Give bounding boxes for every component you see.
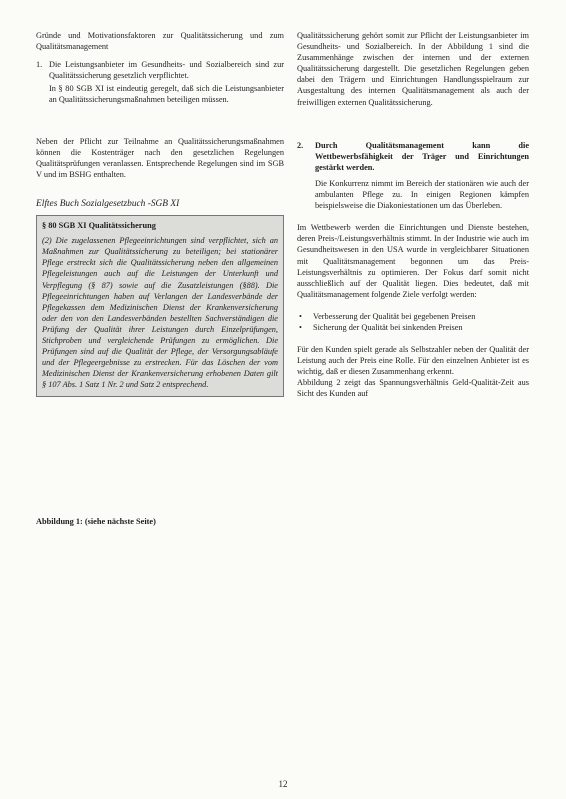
bullet-icon: • — [299, 322, 302, 332]
item-text: Durch Qualitätsmanagement kann die Wettbewerbsfähigkeit der Träger und Einrichtungen gestärkt werden. — [315, 140, 529, 172]
section-heading: Elftes Buch Sozialgesetzbuch -SGB XI — [36, 198, 180, 209]
item-note: Die Konkurrenz nimmt im Bereich der stationären wie auch der ambulanten Pflege zu. In einigen Regionen kämpfen beispielsweise die Diakoniestationen um das Überleben. — [315, 178, 529, 211]
paragraph: Im Wettbewerb werden die Einrichtungen und Dienste bestehen, deren Preis-/Leistungsverhältnis stimmt. In der Industrie wie auch im Gesundheitswesen in den USA wurde in vergleichbarer Situationen mit Qualitätsmanagement begonnen um das Preis-Leistungsverhältnis zu optimieren. Der Fokus darf somit nicht ausschließlich auf der Qualität liegen. Dies bedeutet, daß mit Qualitätsmanagement folgende Ziele verfolgt werden: — [297, 223, 529, 299]
right-column — [297, 30, 529, 400]
left-column — [36, 30, 284, 397]
list-item-text: Sicherung der Qualität bei sinkenden Preisen — [313, 322, 463, 332]
law-quote-box — [36, 215, 284, 397]
item-number: 1. — [36, 60, 43, 70]
numbered-item-1 — [36, 59, 284, 81]
paragraph: Neben der Pflicht zur Teilnahme an Qualitätssicherungsmaßnahmen können die Kostenträger nach den gesetzlichen Regelungen Qualitätsprüfungen veranlassen. Entsprechende Regelungen sind im SGB V und im BSHG enthalten. — [36, 136, 284, 179]
list-item — [297, 311, 529, 322]
law-box-title: § 80 SGB XI Qualitätssicherung — [42, 221, 156, 231]
intro-text: Qualitätssicherung gehört somit zur Pflicht der Leistungsanbieter im Gesundheits- und Sozialbereich. In der Abbildung 1 sind die Zusammenhänge zwischen der internen und der externen Qualitätssicherung dargestellt. Die gesetzlichen Regelungen geben dabei den Trägern und Einrichtungen Handlungsspielraum zur Ausgestaltung des internen Qualitätsmanagement als auch der freiwilligen externen Qualitätssicherung. — [297, 31, 529, 107]
list-item-text: Verbesserung der Qualität bei gegebenen Preisen — [313, 311, 476, 321]
item-text: Die Leistungsanbieter im Gesundheits- und Sozialbereich sind zur Qualitätssicherung gesetzlich verpflichtet. — [49, 60, 284, 81]
item-number: 2. — [297, 140, 304, 150]
page-number: 12 — [278, 779, 288, 789]
list-item — [297, 322, 529, 333]
figure-reference: Abbildung 1: (siehe nächste Seite) — [36, 517, 156, 526]
bullet-list — [297, 311, 529, 333]
law-box-body: (2) Die zugelassenen Pflegeeinrichtungen sind verpflichtet, sich an Maßnahmen zur Qualitätssicherung zu beteiligen; bei stationärer Pflege erstreckt sich die Qualitätssicherung neben den allgemeinen Pflegeleistungen auch auf die Leistungen der Unterkunft und Verpflegung (§ 87) sowie auf die Zusatzleistungen (§88). Die Pflegeeinrichtungen haben auf Verlangen der Landesverbände der Pflegekassen dem Medizinischen Dienst der Krankenversicherung oder den von den Landesverbänden bestellten Sachverständigen die Prüfung der Qualität ihrer Leistungen durch Einzelprüfungen, Stichproben und vergleichende Prüfungen zu ermöglichen. Die Prüfungen sind auf die Qualität der Pflege, der Versorgungsabläufe und der Pflegeergebnisse zu erstrecken. Für das Löschen der vom Medizinischen Dienst der Krankenversicherung erhobenen Daten gilt § 107 Abs. 1 Satz 1 Nr. 2 und Satz 2 entsprechend. — [42, 236, 278, 390]
numbered-item-2 — [297, 140, 529, 173]
paragraph: Abbildung 2 zeigt das Spannungsverhältnis Geld-Qualität-Zeit aus Sicht des Kunden auf — [297, 378, 529, 399]
item-note: In § 80 SGB XI ist eindeutig geregelt, daß sich die Leistungsanbieter an Qualitätssicherungsmaßnahmen beteiligen müssen. — [49, 84, 284, 105]
intro-text: Gründe und Motivationsfaktoren zur Qualitätssicherung und zum Qualitätsmanagement — [36, 31, 284, 52]
bullet-icon: • — [299, 311, 302, 321]
paragraph: Für den Kunden spielt gerade als Selbstzahler neben der Qualität der Leistung auch der Preis eine Rolle. Für den einzelnen Anbieter ist es wichtig, daß er diesen Zusammenhang erkennt. — [297, 345, 529, 377]
